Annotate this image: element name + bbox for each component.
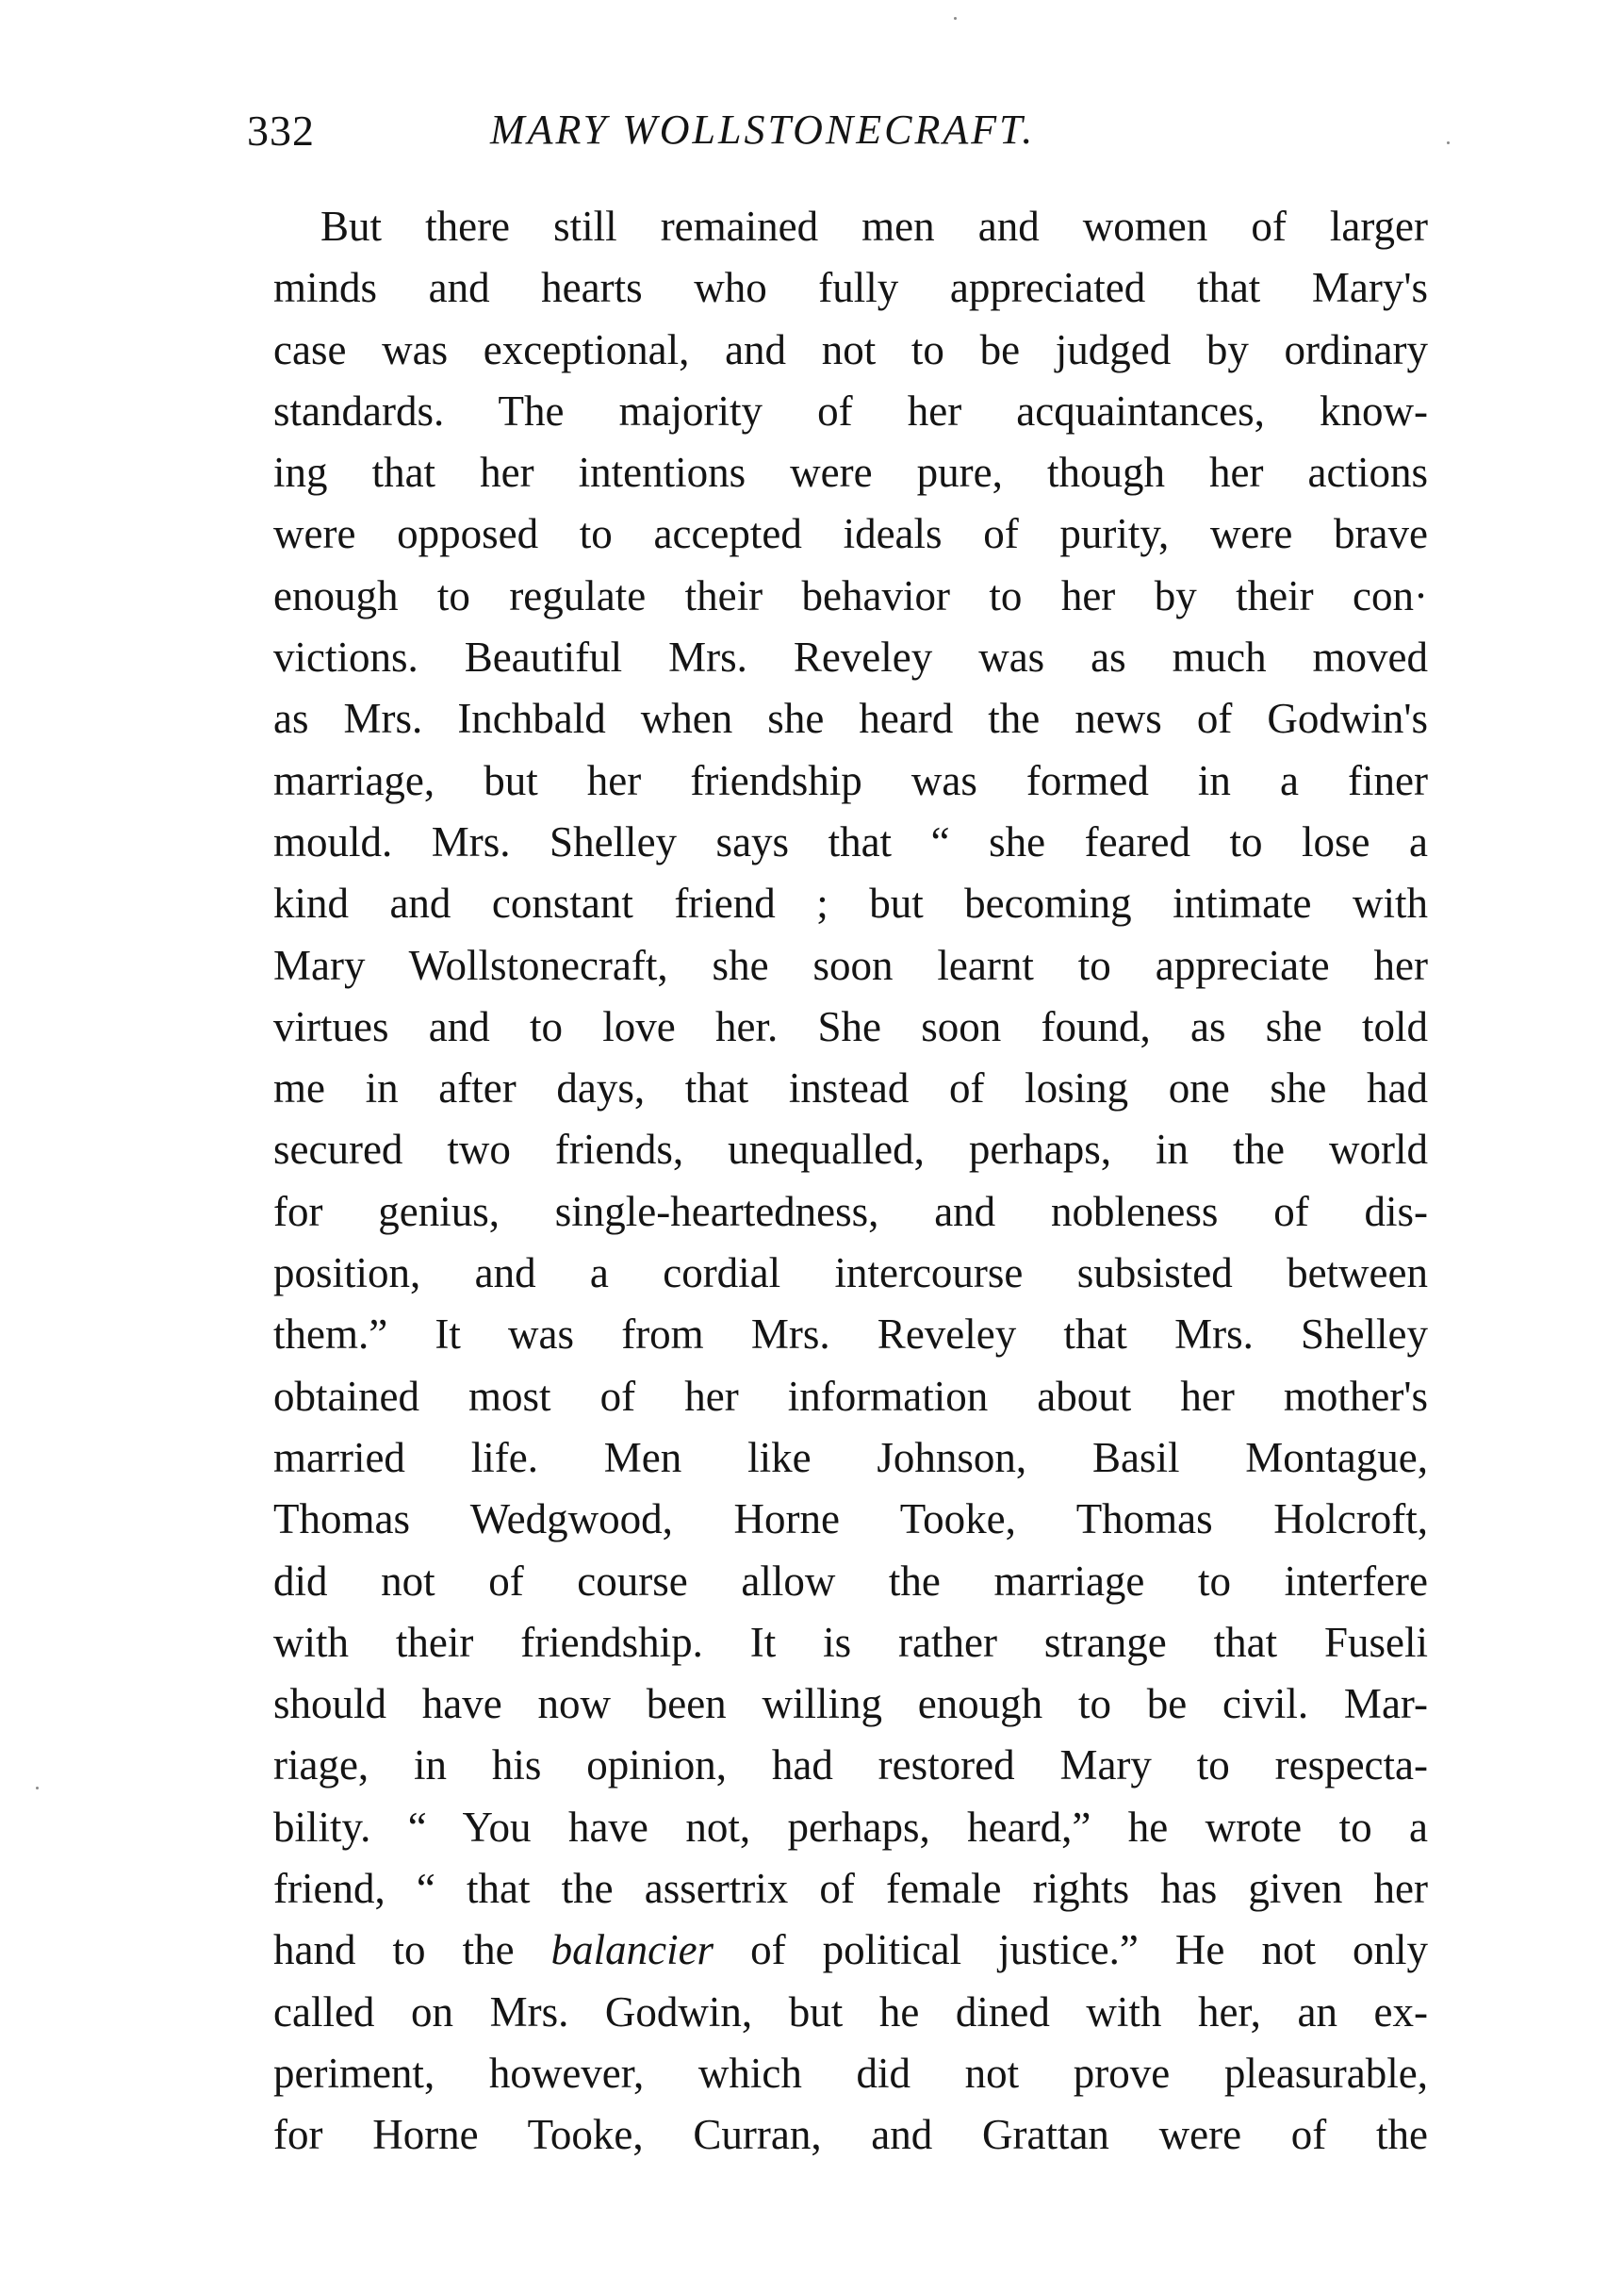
text-segment: Mary Wollstonecraft, she soon learnt to appreciate her (273, 941, 1428, 989)
text-line (273, 812, 1428, 873)
text-line (273, 935, 1428, 997)
text-line (273, 1612, 1428, 1673)
paper-speck (1447, 141, 1450, 144)
text-line (273, 997, 1428, 1058)
text-line (273, 442, 1428, 503)
text-segment: of political justice.” He not only (714, 1926, 1428, 1974)
text-segment: them.” It was from Mrs. Reveley that Mrs. Shelley (273, 1311, 1428, 1359)
text-line (273, 1735, 1428, 1796)
text-line (273, 873, 1428, 934)
text-segment: were opposed to accepted ideals of purity, were brave (273, 510, 1428, 558)
text-segment: virtues and to love her. She soon found, as she told (273, 1002, 1428, 1050)
text-segment: ing that her intentions were pure, though her actions (273, 449, 1428, 497)
text-segment: minds and hearts who fully appreciated that Mary's (273, 264, 1428, 312)
text-segment: as Mrs. Inchbald when she heard the news of Godwin's (273, 695, 1428, 743)
page-number: 332 (247, 107, 315, 155)
text-segment: did not of course allow the marriage to interfere (273, 1557, 1428, 1605)
page-header (0, 106, 1624, 172)
text-line (273, 1304, 1428, 1365)
text-segment: with their friendship. It is rather strange that Fuseli (273, 1618, 1428, 1666)
text-line (273, 320, 1428, 381)
text-line (273, 503, 1428, 565)
text-line (273, 2043, 1428, 2104)
text-line (273, 1119, 1428, 1180)
text-segment: But there still remained men and women of larger (320, 203, 1428, 250)
body-text (273, 196, 1428, 2167)
text-segment: me in after days, that instead of losing one she had (273, 1064, 1428, 1113)
text-line (273, 750, 1428, 812)
text-line (273, 1366, 1428, 1427)
text-segment: for Horne Tooke, Curran, and Grattan were of the (273, 2111, 1428, 2159)
text-segment: hand to the (273, 1926, 551, 1974)
text-segment: standards. The majority of her acquaintances, know- (273, 387, 1428, 435)
running-head: MARY WOLLSTONECRAFT. (490, 107, 1036, 153)
text-segment: enough to regulate their behavior to her by their con· (273, 571, 1428, 619)
text-segment: periment, however, which did not prove pleasurable, (273, 2049, 1428, 2097)
text-segment: riage, in his opinion, had restored Mary to respecta- (273, 1741, 1428, 1789)
text-line (273, 566, 1428, 627)
text-segment: obtained most of her information about her mother's (273, 1372, 1428, 1420)
text-line (273, 257, 1428, 319)
text-segment: married life. Men like Johnson, Basil Montague, (273, 1433, 1428, 1481)
text-line (273, 1427, 1428, 1489)
paper-speck (954, 17, 957, 20)
text-line (273, 1181, 1428, 1243)
text-segment: marriage, but her friendship was formed in a finer (273, 756, 1428, 804)
text-segment: kind and constant friend ; but becoming intimate with (273, 880, 1428, 928)
text-segment: case was exceptional, and not to be judged by ordinary (273, 325, 1428, 373)
text-line (273, 196, 1428, 257)
text-line (273, 1920, 1428, 1981)
text-line (273, 1058, 1428, 1119)
text-segment: mould. Mrs. Shelley says that “ she feared to lose a (273, 817, 1428, 865)
italic-word: balancier (550, 1926, 714, 1974)
text-line (273, 1489, 1428, 1550)
text-segment: for genius, single-heartedness, and nobleness of dis- (273, 1187, 1428, 1235)
text-line (273, 381, 1428, 442)
text-segment: victions. Beautiful Mrs. Reveley was as much moved (273, 634, 1428, 682)
text-line (273, 2104, 1428, 2166)
text-line (273, 1982, 1428, 2043)
text-segment: Thomas Wedgwood, Horne Tooke, Thomas Holcroft, (273, 1495, 1428, 1543)
text-segment: bility. “ You have not, perhaps, heard,” he wrote to a (273, 1803, 1428, 1851)
text-line (273, 1551, 1428, 1612)
text-line (273, 1243, 1428, 1304)
text-line (273, 627, 1428, 688)
text-segment: called on Mrs. Godwin, but he dined with her, an ex- (273, 1987, 1428, 2036)
text-segment: position, and a cordial intercourse subsisted between (273, 1249, 1428, 1297)
paper-speck (36, 1787, 39, 1789)
text-line (273, 1858, 1428, 1920)
text-line (273, 688, 1428, 750)
text-segment: friend, “ that the assertrix of female rights has given her (273, 1865, 1428, 1913)
text-segment: secured two friends, unequalled, perhaps, in the world (273, 1126, 1428, 1174)
text-line (273, 1673, 1428, 1735)
text-line (273, 1797, 1428, 1858)
text-segment: should have now been willing enough to be civil. Mar- (273, 1680, 1428, 1728)
